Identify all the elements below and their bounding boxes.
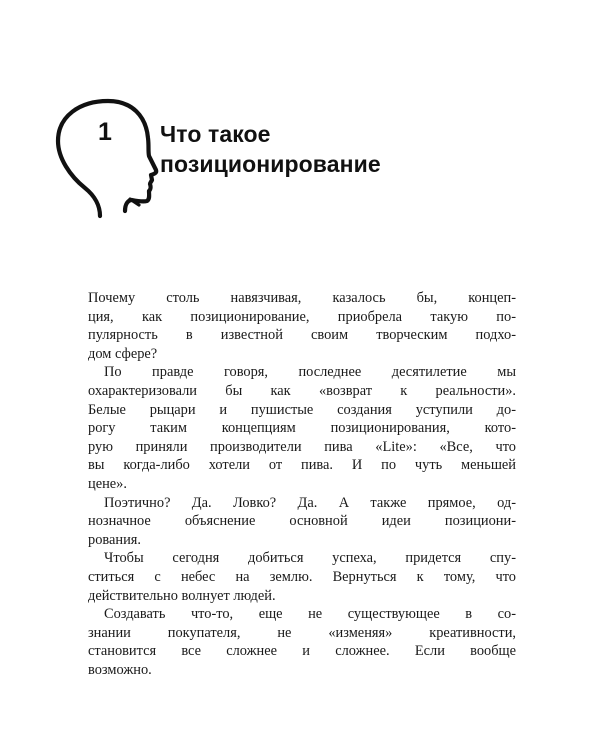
- text-line: рую приняли производители пива «Lite»: «Все, что: [88, 438, 516, 455]
- text-line: По правде говоря, последнее десятилетие мы: [104, 364, 516, 381]
- chapter-title-line: Что такое: [160, 121, 271, 147]
- text-line: цене».: [88, 475, 127, 492]
- text-line: становится все сложнее и сложнее. Если вообще: [88, 643, 516, 660]
- paragraph: [88, 549, 516, 605]
- text-line: Чтобы сегодня добиться успеха, придется спу-: [104, 550, 516, 567]
- paragraph: [88, 494, 516, 550]
- text-line: действительно волнует людей.: [88, 587, 276, 604]
- text-line: знании покупателя, не «изменяя» креативности,: [88, 624, 516, 641]
- text-line: рования.: [88, 531, 142, 548]
- text-line: ция, как позиционирование, приобрела такую по-: [88, 308, 516, 325]
- paragraph: [88, 363, 516, 493]
- text-line: пулярность в известной своим творческим подхо-: [88, 327, 516, 344]
- chapter-number: 1: [98, 118, 112, 146]
- paragraph: [88, 605, 516, 679]
- body-text: [88, 289, 516, 679]
- chapter-title-line: позиционирование: [160, 151, 381, 177]
- head-profile-icon: [50, 96, 160, 224]
- text-line: Создавать что-то, еще не существующее в со-: [104, 606, 516, 623]
- text-line: дом сфере?: [88, 345, 158, 362]
- text-line: Почему столь навязчивая, казалось бы, концеп-: [88, 290, 516, 306]
- text-line: Поэтично? Да. Ловко? Да. А также прямое, од-: [104, 494, 516, 511]
- text-line: возможно.: [88, 661, 152, 678]
- text-line: охарактеризовали бы как «возврат к реальности».: [88, 382, 516, 399]
- paragraph: [88, 289, 516, 363]
- text-line: вы когда-либо хотели от пива. И по чуть меньшей: [88, 457, 516, 474]
- text-line: нозначное объяснение основной идеи позициони-: [88, 513, 516, 530]
- text-line: ститься с небес на землю. Вернуться к тому, что: [88, 568, 516, 585]
- chapter-header: [50, 96, 570, 226]
- chapter-title: [160, 119, 381, 179]
- text-line: рогу таким концепциям позиционирования, кото-: [88, 420, 516, 437]
- text-line: Белые рыцари и пушистые создания уступили до-: [88, 401, 516, 418]
